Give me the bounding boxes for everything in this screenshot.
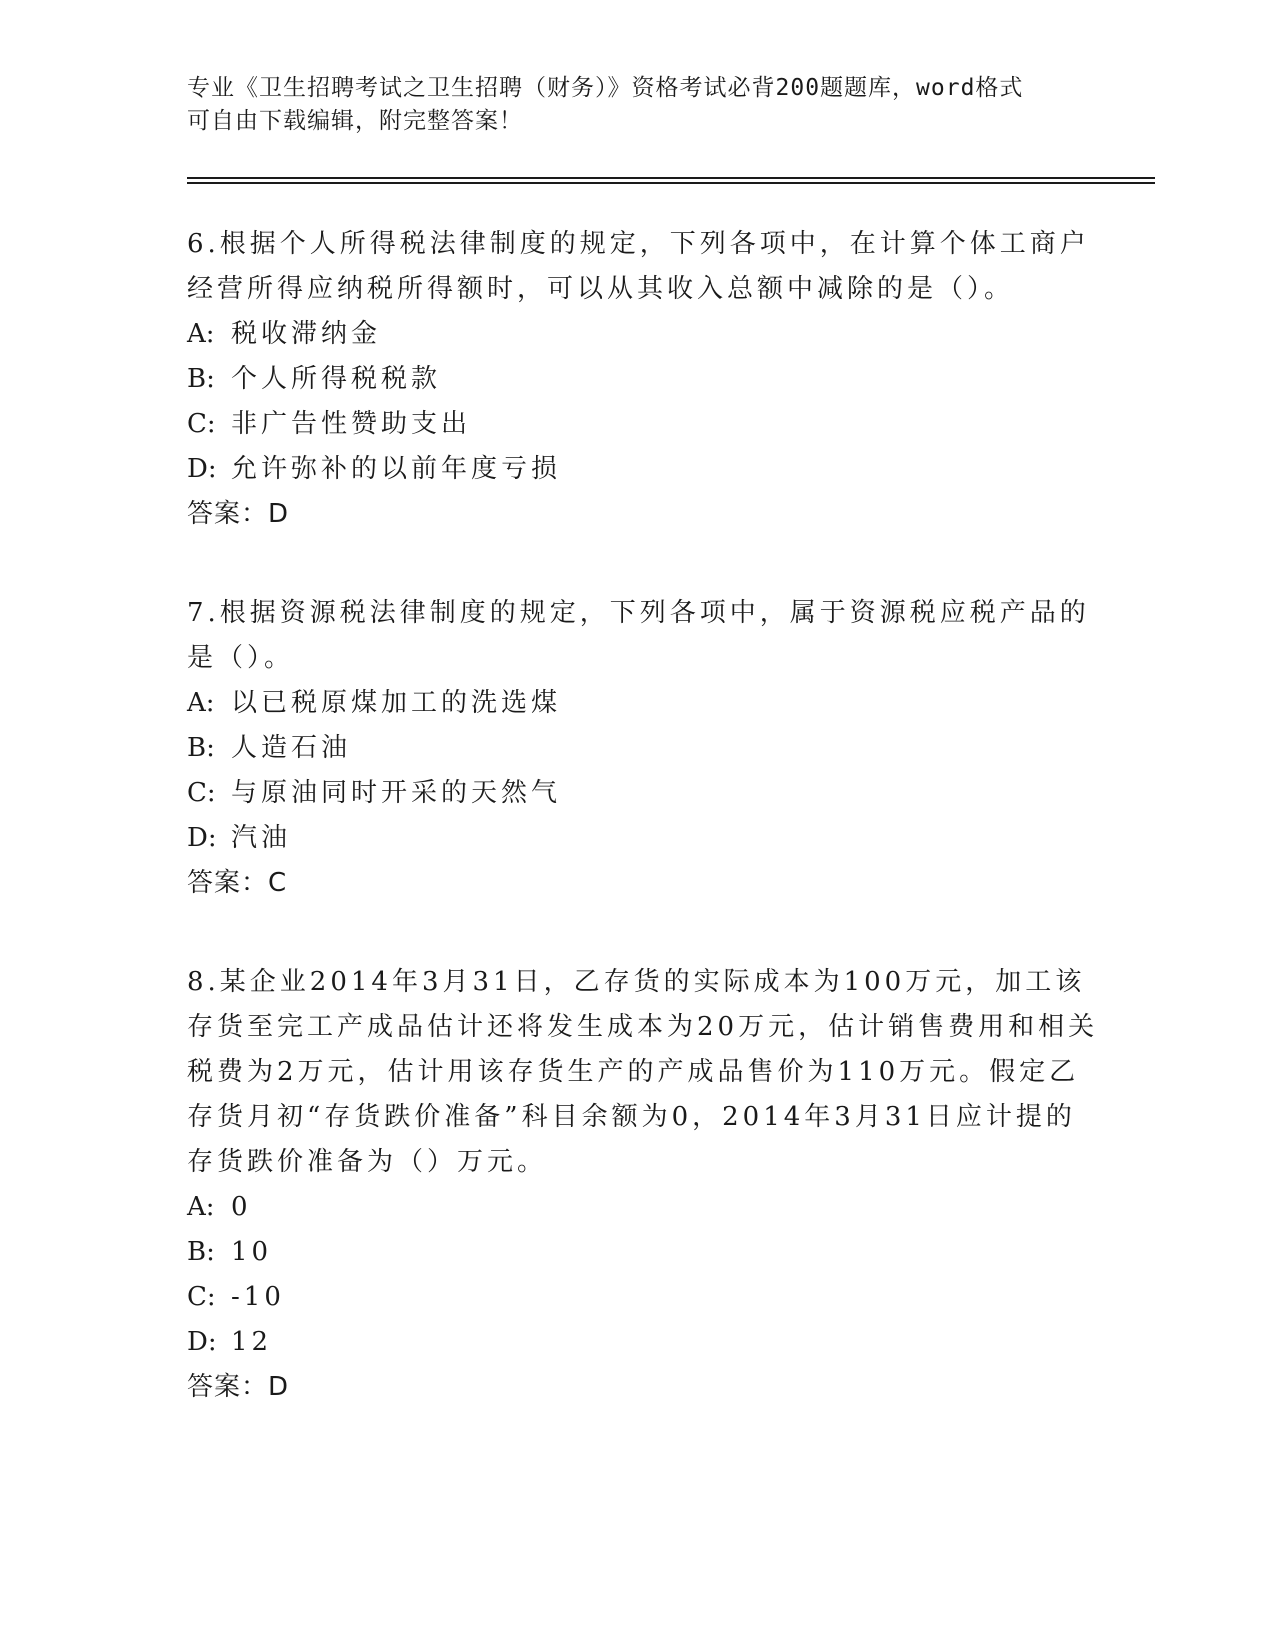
document-header: [187, 72, 1087, 138]
option-text: 12: [231, 1327, 273, 1357]
option-letter: D:: [187, 454, 217, 484]
option-text: 税收滞纳金: [231, 319, 382, 349]
option-letter: C:: [187, 778, 216, 808]
answer-line: 答案：D: [187, 1372, 290, 1402]
option-letter: B:: [187, 1237, 215, 1267]
option-text: 与原油同时开采的天然气: [231, 778, 562, 808]
answer-line: 答案：C: [187, 868, 288, 898]
option-text: 汽油: [231, 823, 292, 853]
option-text: 以已税原煤加工的洗选煤: [231, 688, 562, 718]
option-c: [187, 771, 1087, 816]
option-letter: D:: [187, 823, 217, 853]
question-stem-line: 存货月初“存货跌价准备”科目余额为0，2014年3月31日应计提的: [187, 1102, 1076, 1132]
option-letter: B:: [187, 733, 215, 763]
question-stem-line: 存货跌价准备为（）万元。: [187, 1147, 548, 1177]
option-text: -10: [231, 1282, 285, 1312]
option-text: 允许弥补的以前年度亏损: [231, 454, 562, 484]
option-letter: B:: [187, 364, 215, 394]
question-stem-line: 存货至完工产成品估计还将发生成本为20万元，估计销售费用和相关: [187, 1012, 1099, 1042]
option-a: [187, 312, 1087, 357]
option-d: [187, 447, 1087, 492]
question-6: [187, 222, 1090, 537]
header-line-1: 专业《卫生招聘考试之卫生招聘（财务）》资格考试必背200题题库，word格式: [187, 75, 1024, 101]
question-7: [187, 591, 1090, 906]
option-c: [187, 402, 1087, 447]
option-b: [187, 357, 1087, 402]
option-a: [187, 1185, 1087, 1230]
option-text: 人造石油: [231, 733, 352, 763]
header-divider-top: [187, 177, 1155, 179]
option-letter: A:: [187, 1192, 215, 1222]
option-d: [187, 1320, 1087, 1365]
option-text: 个人所得税税款: [231, 364, 442, 394]
option-letter: C:: [187, 1282, 216, 1312]
option-letter: C:: [187, 409, 216, 439]
question-stem-line: 税费为2万元，估计用该存货生产的产成品售价为110万元。假定乙: [187, 1057, 1080, 1087]
option-text: 非广告性赞助支出: [231, 409, 472, 439]
question-stem-line: 7.根据资源税法律制度的规定，下列各项中，属于资源税应税产品的: [187, 598, 1090, 628]
answer-line: 答案：D: [187, 499, 290, 529]
option-text: 10: [231, 1237, 273, 1267]
option-b: [187, 726, 1087, 771]
question-stem-line: 经营所得应纳税所得额时，可以从其收入总额中减除的是（）。: [187, 274, 1015, 304]
option-a: [187, 681, 1087, 726]
question-8: [187, 960, 1099, 1410]
option-letter: A:: [187, 319, 215, 349]
option-letter: D:: [187, 1327, 217, 1357]
option-b: [187, 1230, 1087, 1275]
option-d: [187, 816, 1087, 861]
question-stem-line: 6.根据个人所得税法律制度的规定，下列各项中，在计算个体工商户: [187, 229, 1090, 259]
option-c: [187, 1275, 1087, 1320]
option-text: 0: [231, 1192, 252, 1222]
question-stem-line: 8.某企业2014年3月31日，乙存货的实际成本为100万元，加工该: [187, 967, 1086, 997]
option-letter: A:: [187, 688, 215, 718]
header-divider-bottom: [187, 182, 1155, 184]
header-line-2: 可自由下载编辑，附完整答案！: [187, 108, 523, 134]
question-stem-line: 是（）。: [187, 643, 295, 673]
